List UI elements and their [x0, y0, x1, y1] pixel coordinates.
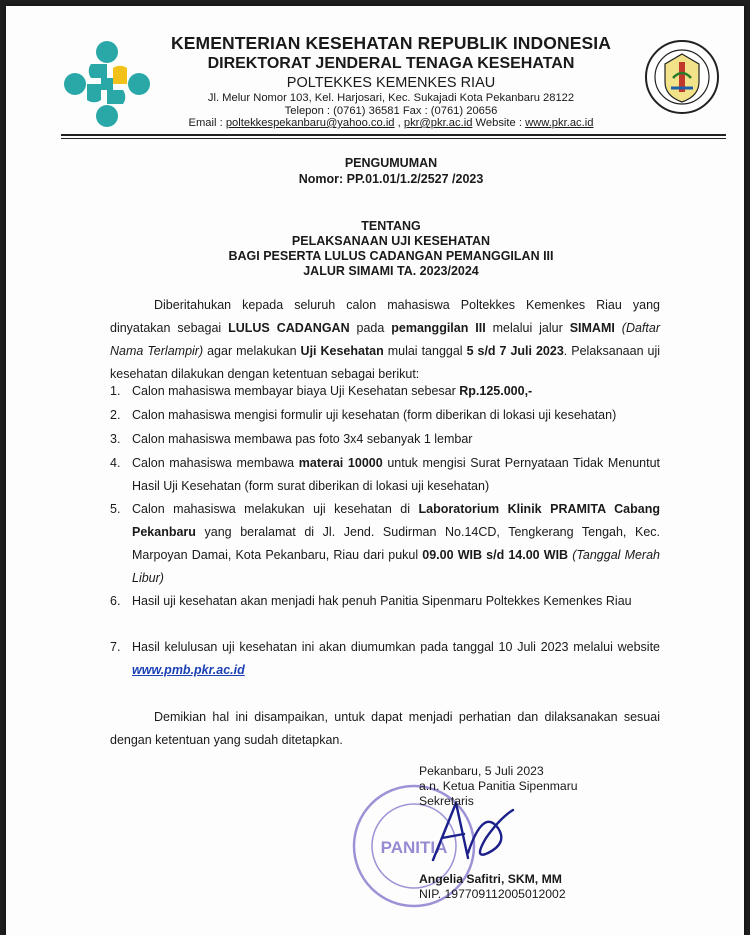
announcement-number: Nomor: PP.01.01/1.2/2527 /2023: [298, 172, 484, 186]
directorate-name: DIREKTORAT JENDERAL TENAGA KESEHATAN: [207, 55, 575, 72]
list-number: 3.: [110, 432, 121, 446]
intro-call: pemanggilan III: [391, 321, 486, 335]
list-lab-name: Laboratorium Klinik PRAMITA Cabang Pekanbaru: [132, 502, 660, 539]
list-text: Calon mahasiswa mengisi formulir uji kesehatan (form diberikan di lokasi uji kesehatan): [132, 408, 617, 422]
intro-status: LULUS CADANGAN: [228, 321, 350, 335]
signatory-name: Angelia Safitri, SKM, MM: [419, 872, 562, 886]
signature-role: Sekretaris: [419, 794, 474, 808]
ministry-name: KEMENTERIAN KESEHATAN REPUBLIK INDONESIA: [171, 33, 611, 53]
intro-note: (Daftar Nama Terlampir): [110, 321, 660, 358]
institution-contact: [146, 117, 636, 129]
list-item: [110, 452, 660, 498]
list-number: 1.: [110, 384, 121, 398]
list-number: 5.: [110, 502, 121, 516]
signature-on-behalf: a.n. Ketua Panitia Sipenmaru: [419, 779, 578, 793]
poltekkes-riau-logo-icon: [643, 38, 721, 116]
intro-text: Diberitahukan kepada seluruh calon mahasiswa Poltekkes Kemenkes Riau yang dinyatakan sebagai: [110, 298, 660, 335]
signatory-nip: NIP. 197709112005012002: [419, 887, 566, 901]
email-label: Email :: [188, 117, 226, 129]
kemenkes-logo-icon: [61, 38, 153, 130]
intro-dates: 5 s/d 7 Juli 2023: [466, 344, 564, 358]
subject-line-2: BAGI PESERTA LULUS CADANGAN PEMANGGILAN III: [228, 249, 554, 263]
institution-address: Jl. Melur Nomor 103, Kel. Harjosari, Kec. Sukajadi Kota Pekanbaru 28122: [207, 92, 575, 104]
letterhead-rule-thick: [61, 134, 726, 136]
list-fee: Rp.125.000,-: [459, 384, 533, 398]
intro-text: mulai tanggal: [383, 344, 467, 358]
institution-phone: Telepon : (0761) 36581 Fax : (0761) 20656: [284, 105, 498, 117]
email-link-1[interactable]: poltekkespekanbaru@yahoo.co.id: [225, 117, 395, 129]
list-hours: 09.00 WIB s/d 14.00 WIB: [422, 548, 569, 562]
list-text: Calon mahasiswa membawa pas foto 3x4 sebanyak 1 lembar: [132, 432, 473, 446]
announcement-title: PENGUMUMAN: [344, 156, 438, 170]
list-text: Hasil uji kesehatan akan menjadi hak penuh Panitia Sipenmaru Poltekkes Kemenkes Riau: [132, 594, 632, 608]
list-number: 7.: [110, 640, 121, 654]
handwritten-signature: [428, 798, 518, 868]
list-item: [110, 590, 660, 613]
list-item: [110, 428, 660, 451]
list-note: (Tanggal Merah Libur): [132, 548, 660, 585]
institution-name: POLTEKKES KEMENKES RIAU: [286, 75, 496, 91]
list-number: 4.: [110, 456, 121, 470]
intro-exam: Uji Kesehatan: [300, 344, 384, 358]
intro-text: melalui jalur: [485, 321, 570, 335]
intro-text: pada: [349, 321, 392, 335]
subject-line-3: JALUR SIMAMI TA. 2023/2024: [303, 264, 479, 278]
list-item: [110, 636, 660, 682]
website-link[interactable]: www.pkr.ac.id: [525, 117, 594, 129]
signature-place-date: Pekanbaru, 5 Juli 2023: [419, 764, 544, 778]
intro-path: SIMAMI: [569, 321, 615, 335]
website-label: Website :: [472, 117, 526, 129]
list-number: 2.: [110, 408, 121, 422]
list-text: Calon mahasiswa melakukan uji kesehatan di: [132, 502, 419, 516]
list-text: Calon mahasiswa membayar biaya Uji Kesehatan sebesar: [132, 384, 460, 398]
document-page: [6, 6, 744, 935]
list-number: 6.: [110, 594, 121, 608]
list-stamp-duty: materai 10000: [298, 456, 383, 470]
list-item: [110, 380, 660, 403]
email-link-2[interactable]: pkr@pkr.ac.id: [403, 117, 473, 129]
list-item: [110, 404, 660, 427]
list-item: [110, 498, 660, 590]
intro-paragraph: [110, 294, 660, 386]
list-text: untuk mengisi Surat Pernyataan Tidak Menuntut Hasil Uji Kesehatan (form surat diberikan di lokasi uji kesehatan): [132, 456, 661, 493]
pmb-website-link[interactable]: www.pmb.pkr.ac.id: [132, 663, 245, 677]
subject-line-1: PELAKSANAAN UJI KESEHATAN: [291, 234, 491, 248]
letterhead-rule-thin: [61, 138, 726, 139]
list-text: Calon mahasiswa membawa: [132, 456, 299, 470]
intro-text: . Pelaksanaan uji kesehatan dilakukan dengan ketentuan sebagai berikut:: [110, 344, 661, 381]
list-text: yang beralamat di Jl. Jend. Sudirman No.14CD, Tengkerang Tengah, Kec. Marpoyan Damai, Kota Pekanbaru, Riau dari pukul: [132, 525, 660, 562]
about-label: TENTANG: [361, 219, 421, 233]
intro-text: agar melakukan: [203, 344, 301, 358]
list-text: Hasil kelulusan uji kesehatan ini akan diumumkan pada tanggal 10 Juli 2023 melalui website: [132, 640, 660, 654]
closing-paragraph: Demikian hal ini disampaikan, untuk dapat menjadi perhatian dan dilaksanakan sesuai dengan ketentuan yang sudah ditetapkan.: [110, 710, 660, 747]
stamp-label: PANITIA: [380, 838, 448, 857]
email-separator: ,: [394, 117, 404, 129]
